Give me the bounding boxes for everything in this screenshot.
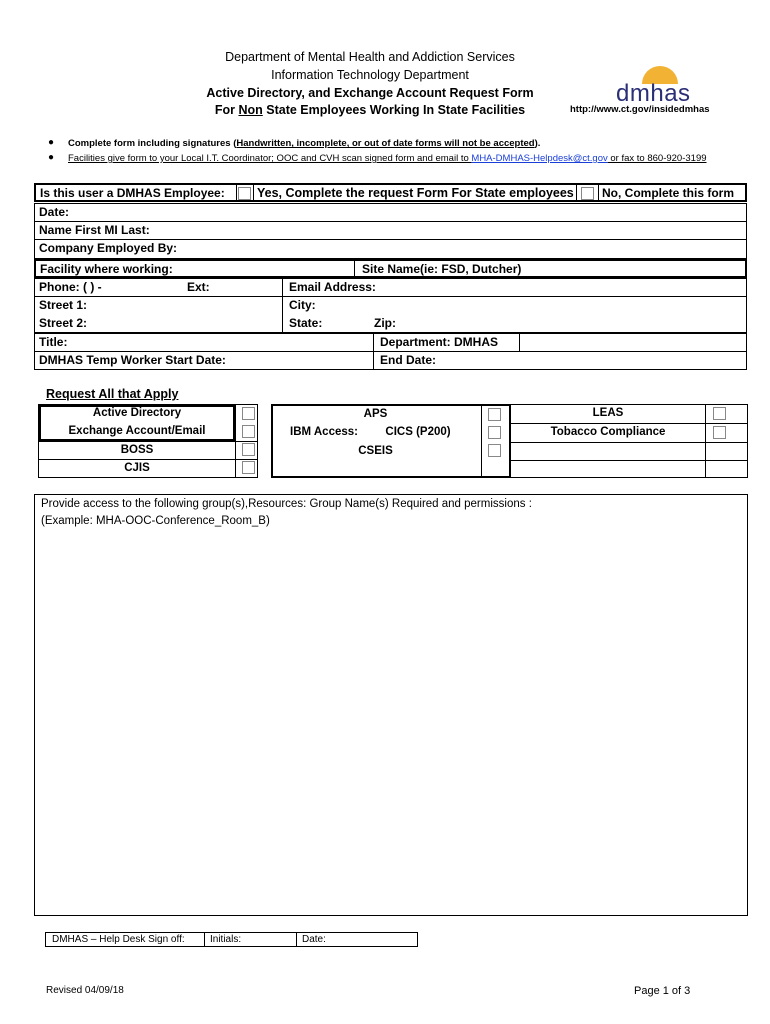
it-department: Information Technology Department xyxy=(271,68,469,82)
cics-checkbox[interactable] xyxy=(488,426,501,439)
access-instructions: Provide access to the following group(s),Resources: Group Name(s) Required and permissions : xyxy=(41,498,532,510)
active-directory-label: Active Directory xyxy=(92,407,182,419)
access-request-box[interactable] xyxy=(34,494,748,916)
employee-question-label: Is this user a DMHAS Employee: xyxy=(40,186,225,200)
leas-checkbox[interactable] xyxy=(713,407,726,420)
cics-label: CICS (P200) xyxy=(385,426,451,438)
revised-date: Revised 04/09/18 xyxy=(46,985,124,996)
leas-label: LEAS xyxy=(592,407,624,419)
phone-row xyxy=(34,278,747,297)
request-heading: Request All that Apply xyxy=(46,387,179,401)
tobacco-checkbox[interactable] xyxy=(713,426,726,439)
temp-start-date-label[interactable]: DMHAS Temp Worker Start Date: xyxy=(39,353,226,367)
street1-label[interactable]: Street 1: xyxy=(39,298,88,312)
email-label[interactable]: Email Address: xyxy=(289,280,376,294)
form-title: Active Directory, and Exchange Account Request Form xyxy=(206,86,534,100)
access-example: (Example: MHA-OOC-Conference_Room_B) xyxy=(41,515,270,527)
ext-label[interactable]: Ext: xyxy=(187,280,210,294)
date-row[interactable] xyxy=(34,203,747,222)
boss-label: BOSS xyxy=(120,444,154,456)
no-checkbox[interactable] xyxy=(581,187,594,200)
yes-option-label: Yes, Complete the request Form For State employees xyxy=(257,186,574,200)
state-label[interactable]: State: xyxy=(289,316,323,330)
phone-label[interactable]: Phone: ( ) - xyxy=(39,280,102,294)
exchange-label: Exchange Account/Email xyxy=(68,425,206,437)
bullet-icon: ● xyxy=(48,137,55,148)
cseis-checkbox[interactable] xyxy=(488,444,501,457)
ibm-access-label: IBM Access: xyxy=(290,426,358,438)
street2-label[interactable]: Street 2: xyxy=(39,316,88,330)
company-label: Company Employed By: xyxy=(39,241,178,255)
dmhas-logo: dmhas xyxy=(616,80,691,107)
dept-name: Department of Mental Health and Addiction Services xyxy=(225,50,515,64)
instruction-2: Facilities give form to your Local I.T. Coordinator; OOC and CVH scan signed form and email to MHA-DMHAS-Helpdesk@ct.gov or fax to 860-920-3199 xyxy=(68,153,707,164)
initials-label[interactable]: Initials: xyxy=(210,934,242,945)
department-label: Department: DMHAS xyxy=(380,335,499,349)
zip-label[interactable]: Zip: xyxy=(374,316,396,330)
yes-checkbox[interactable] xyxy=(238,187,251,200)
date-label: Date: xyxy=(39,205,70,219)
boss-checkbox[interactable] xyxy=(242,443,255,456)
signoff-date-label[interactable]: Date: xyxy=(302,934,326,945)
helpdesk-email-link[interactable]: MHA-DMHAS-Helpdesk@ct.gov xyxy=(471,153,608,164)
company-row[interactable] xyxy=(34,239,747,259)
active-directory-checkbox[interactable] xyxy=(242,407,255,420)
title-row xyxy=(34,333,747,352)
cseis-label: CSEIS xyxy=(358,445,393,457)
request-left-block xyxy=(38,404,258,478)
exchange-checkbox[interactable] xyxy=(242,425,255,438)
name-row[interactable] xyxy=(34,221,747,240)
no-option-label: No, Complete this form xyxy=(602,186,735,200)
website-url[interactable]: http://www.ct.gov/insidedmhas xyxy=(570,104,710,115)
end-date-label[interactable]: End Date: xyxy=(380,353,437,367)
cjis-label: CJIS xyxy=(124,462,150,474)
address-row xyxy=(34,296,747,333)
tobacco-compliance-label: Tobacco Compliance xyxy=(550,426,666,438)
instruction-1: Complete form including signatures (Handwritten, incomplete, or out of date forms will not be accepted). xyxy=(68,138,541,149)
request-right-block xyxy=(510,404,748,478)
form-subtitle: For Non State Employees Working In State Facilities xyxy=(214,103,526,117)
name-label: Name First MI Last: xyxy=(39,223,150,237)
aps-label: APS xyxy=(363,408,388,420)
title-label[interactable]: Title: xyxy=(39,335,68,349)
helpdesk-signoff-label[interactable]: DMHAS – Help Desk Sign off: xyxy=(52,934,185,945)
city-label[interactable]: City: xyxy=(289,298,316,312)
aps-checkbox[interactable] xyxy=(488,408,501,421)
signoff-box xyxy=(45,932,418,947)
facility-row xyxy=(34,259,747,278)
site-name-label[interactable]: Site Name(ie: FSD, Dutcher) xyxy=(362,262,522,276)
employee-question-row xyxy=(34,183,747,202)
temp-worker-row xyxy=(34,351,747,370)
cjis-checkbox[interactable] xyxy=(242,461,255,474)
bullet-icon: ● xyxy=(48,152,55,163)
facility-label[interactable]: Facility where working: xyxy=(40,262,173,276)
page-number: Page 1 of 3 xyxy=(634,985,691,997)
request-ibm-block xyxy=(271,404,511,478)
